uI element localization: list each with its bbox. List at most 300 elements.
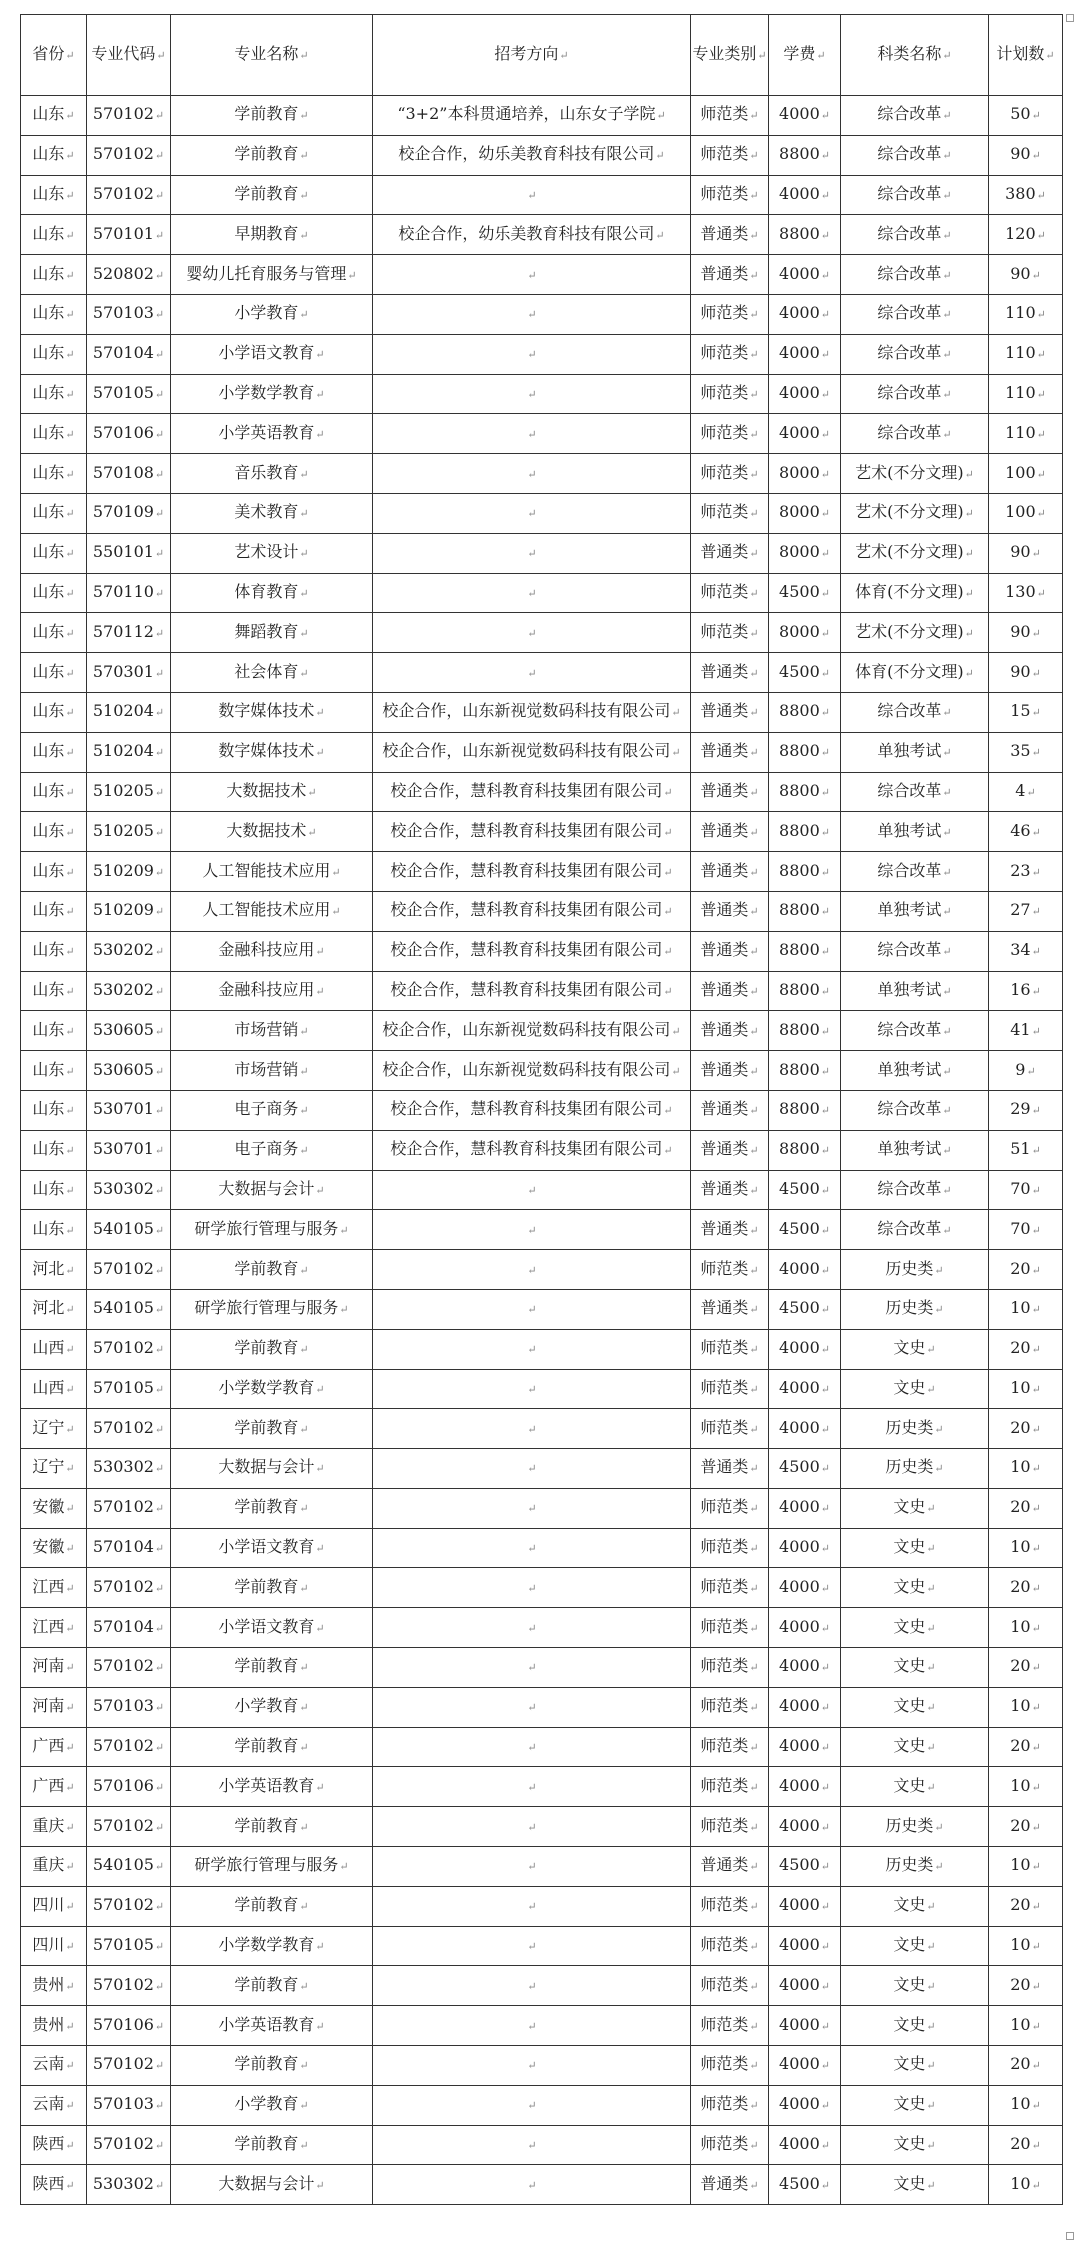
table-row bbox=[21, 1608, 1063, 1648]
cell-province: 河北↵ bbox=[21, 1250, 87, 1290]
cell-major-code: 510209↵ bbox=[87, 852, 171, 892]
cell-province: 河南↵ bbox=[21, 1648, 87, 1688]
table-row bbox=[21, 732, 1063, 772]
cell-direction: ↵ bbox=[373, 1926, 691, 1966]
cell-tuition: 4000↵ bbox=[769, 1886, 841, 1926]
table-row bbox=[21, 573, 1063, 613]
cell-plan-count: 10↵ bbox=[989, 1767, 1063, 1807]
cell-province: 山东↵ bbox=[21, 931, 87, 971]
cell-plan-count: 10↵ bbox=[989, 2165, 1063, 2205]
cell-plan-count: 15↵ bbox=[989, 692, 1063, 732]
header-row bbox=[21, 15, 1063, 96]
cell-province: 山东↵ bbox=[21, 1210, 87, 1250]
cell-tuition: 4000↵ bbox=[769, 1409, 841, 1449]
cell-major-code: 570112↵ bbox=[87, 613, 171, 653]
table-row bbox=[21, 1687, 1063, 1727]
cell-tuition: 4500↵ bbox=[769, 1170, 841, 1210]
cell-tuition: 4000↵ bbox=[769, 334, 841, 374]
cell-major-category: 师范类↵ bbox=[691, 2006, 769, 2046]
cell-tuition: 4000↵ bbox=[769, 1528, 841, 1568]
cell-major-category: 普通类↵ bbox=[691, 215, 769, 255]
cell-major-category: 师范类↵ bbox=[691, 96, 769, 136]
cell-major-code: 510204↵ bbox=[87, 692, 171, 732]
cell-major-code: 530605↵ bbox=[87, 1051, 171, 1091]
cell-major-category: 普通类↵ bbox=[691, 1170, 769, 1210]
cell-major-category: 师范类↵ bbox=[691, 1926, 769, 1966]
cell-subject-category: 综合改革↵ bbox=[841, 255, 989, 295]
cell-plan-count: 20↵ bbox=[989, 2125, 1063, 2165]
cell-province: 山东↵ bbox=[21, 692, 87, 732]
cell-major-category: 师范类↵ bbox=[691, 175, 769, 215]
table-row bbox=[21, 852, 1063, 892]
cell-plan-count: 51↵ bbox=[989, 1130, 1063, 1170]
cell-direction: ↵ bbox=[373, 454, 691, 494]
cell-plan-count: 20↵ bbox=[989, 1488, 1063, 1528]
cell-major-code: 570106↵ bbox=[87, 2006, 171, 2046]
cell-subject-category: 单独考试↵ bbox=[841, 1130, 989, 1170]
cell-major-category: 普通类↵ bbox=[691, 1210, 769, 1250]
cell-province: 山东↵ bbox=[21, 414, 87, 454]
cell-tuition: 4000↵ bbox=[769, 1807, 841, 1847]
cell-direction: 校企合作，慧科教育科技集团有限公司↵ bbox=[373, 971, 691, 1011]
cell-major-code: 570102↵ bbox=[87, 1727, 171, 1767]
table-row bbox=[21, 454, 1063, 494]
cell-province: 山东↵ bbox=[21, 454, 87, 494]
header-subject-category: 科类名称↵ bbox=[841, 15, 989, 96]
cell-subject-category: 综合改革↵ bbox=[841, 692, 989, 732]
table-row bbox=[21, 414, 1063, 454]
cell-subject-category: 综合改革↵ bbox=[841, 414, 989, 454]
cell-major-name: 市场营销↵ bbox=[171, 1011, 373, 1051]
cell-major-name: 学前教育↵ bbox=[171, 1807, 373, 1847]
table-row bbox=[21, 1051, 1063, 1091]
cell-major-name: 学前教育↵ bbox=[171, 1488, 373, 1528]
cell-tuition: 8800↵ bbox=[769, 1090, 841, 1130]
cell-subject-category: 单独考试↵ bbox=[841, 812, 989, 852]
cell-major-category: 师范类↵ bbox=[691, 493, 769, 533]
cell-province: 重庆↵ bbox=[21, 1807, 87, 1847]
cell-plan-count: 20↵ bbox=[989, 1409, 1063, 1449]
cell-direction: ↵ bbox=[373, 175, 691, 215]
cell-major-category: 普通类↵ bbox=[691, 852, 769, 892]
table-row bbox=[21, 1807, 1063, 1847]
cell-subject-category: 体育(不分文理)↵ bbox=[841, 573, 989, 613]
cell-province: 山东↵ bbox=[21, 334, 87, 374]
cell-major-name: 小学语文教育↵ bbox=[171, 1608, 373, 1648]
cell-major-name: 小学教育↵ bbox=[171, 2085, 373, 2125]
cell-tuition: 4000↵ bbox=[769, 1966, 841, 2006]
cell-major-name: 大数据技术↵ bbox=[171, 812, 373, 852]
cell-major-code: 510204↵ bbox=[87, 732, 171, 772]
cell-direction: ↵ bbox=[373, 1767, 691, 1807]
cell-major-code: 570102↵ bbox=[87, 2125, 171, 2165]
cell-major-code: 530302↵ bbox=[87, 2165, 171, 2205]
cell-major-code: 570106↵ bbox=[87, 1767, 171, 1807]
cell-plan-count: 380↵ bbox=[989, 175, 1063, 215]
cell-major-category: 普通类↵ bbox=[691, 772, 769, 812]
cell-tuition: 4000↵ bbox=[769, 1568, 841, 1608]
cell-direction: “3+2”本科贯通培养，山东女子学院↵ bbox=[373, 96, 691, 136]
table-row bbox=[21, 1090, 1063, 1130]
cell-subject-category: 单独考试↵ bbox=[841, 971, 989, 1011]
table-row bbox=[21, 96, 1063, 136]
cell-plan-count: 10↵ bbox=[989, 2006, 1063, 2046]
cell-subject-category: 文史↵ bbox=[841, 1608, 989, 1648]
cell-major-code: 570102↵ bbox=[87, 1488, 171, 1528]
cell-tuition: 4000↵ bbox=[769, 2046, 841, 2086]
cell-major-code: 530701↵ bbox=[87, 1090, 171, 1130]
cell-major-code: 570103↵ bbox=[87, 2085, 171, 2125]
table-row bbox=[21, 931, 1063, 971]
cell-province: 山东↵ bbox=[21, 1090, 87, 1130]
table-row bbox=[21, 1767, 1063, 1807]
cell-tuition: 4000↵ bbox=[769, 175, 841, 215]
cell-major-category: 师范类↵ bbox=[691, 1250, 769, 1290]
cell-subject-category: 综合改革↵ bbox=[841, 294, 989, 334]
cell-major-category: 师范类↵ bbox=[691, 1886, 769, 1926]
cell-tuition: 8000↵ bbox=[769, 613, 841, 653]
cell-subject-category: 综合改革↵ bbox=[841, 1011, 989, 1051]
table-row bbox=[21, 533, 1063, 573]
cell-plan-count: 20↵ bbox=[989, 1966, 1063, 2006]
cell-major-category: 普通类↵ bbox=[691, 732, 769, 772]
cell-tuition: 8800↵ bbox=[769, 772, 841, 812]
cell-direction: ↵ bbox=[373, 2006, 691, 2046]
cell-province: 山东↵ bbox=[21, 175, 87, 215]
cell-direction: 校企合作，山东新视觉数码科技有限公司↵ bbox=[373, 1051, 691, 1091]
cell-major-category: 师范类↵ bbox=[691, 613, 769, 653]
cell-major-name: 舞蹈教育↵ bbox=[171, 613, 373, 653]
cell-tuition: 4000↵ bbox=[769, 2085, 841, 2125]
cell-subject-category: 文史↵ bbox=[841, 1329, 989, 1369]
cell-direction: ↵ bbox=[373, 1648, 691, 1688]
cell-direction: ↵ bbox=[373, 1329, 691, 1369]
cell-province: 安徽↵ bbox=[21, 1488, 87, 1528]
table-row bbox=[21, 1847, 1063, 1887]
cell-direction: ↵ bbox=[373, 493, 691, 533]
cell-tuition: 8800↵ bbox=[769, 215, 841, 255]
cell-major-code: 570104↵ bbox=[87, 1608, 171, 1648]
cell-subject-category: 综合改革↵ bbox=[841, 334, 989, 374]
cell-major-code: 570301↵ bbox=[87, 653, 171, 693]
cell-subject-category: 文史↵ bbox=[841, 2125, 989, 2165]
cell-major-code: 520802↵ bbox=[87, 255, 171, 295]
cell-province: 山东↵ bbox=[21, 812, 87, 852]
cell-major-category: 师范类↵ bbox=[691, 1409, 769, 1449]
cell-tuition: 8800↵ bbox=[769, 1130, 841, 1170]
cell-plan-count: 110↵ bbox=[989, 334, 1063, 374]
table-row bbox=[21, 692, 1063, 732]
cell-plan-count: 70↵ bbox=[989, 1210, 1063, 1250]
cell-province: 四川↵ bbox=[21, 1886, 87, 1926]
cell-tuition: 4500↵ bbox=[769, 1847, 841, 1887]
cell-tuition: 8800↵ bbox=[769, 135, 841, 175]
cell-major-category: 师范类↵ bbox=[691, 1648, 769, 1688]
cell-major-code: 570102↵ bbox=[87, 96, 171, 136]
cell-subject-category: 文史↵ bbox=[841, 1767, 989, 1807]
cell-subject-category: 历史类↵ bbox=[841, 1289, 989, 1329]
cell-major-name: 学前教育↵ bbox=[171, 2046, 373, 2086]
cell-tuition: 4500↵ bbox=[769, 573, 841, 613]
cell-plan-count: 10↵ bbox=[989, 1449, 1063, 1489]
cell-direction: ↵ bbox=[373, 573, 691, 613]
cell-major-name: 学前教育↵ bbox=[171, 1886, 373, 1926]
table-row bbox=[21, 1966, 1063, 2006]
cell-subject-category: 文史↵ bbox=[841, 1687, 989, 1727]
cell-subject-category: 历史类↵ bbox=[841, 1409, 989, 1449]
cell-major-name: 人工智能技术应用↵ bbox=[171, 852, 373, 892]
cell-direction: 校企合作，幼乐美教育科技有限公司↵ bbox=[373, 215, 691, 255]
cell-province: 山东↵ bbox=[21, 573, 87, 613]
cell-major-name: 学前教育↵ bbox=[171, 96, 373, 136]
header-direction: 招考方向↵ bbox=[373, 15, 691, 96]
cell-tuition: 8000↵ bbox=[769, 493, 841, 533]
cell-subject-category: 综合改革↵ bbox=[841, 1090, 989, 1130]
cell-plan-count: 20↵ bbox=[989, 1807, 1063, 1847]
table-row bbox=[21, 772, 1063, 812]
cell-tuition: 4000↵ bbox=[769, 1369, 841, 1409]
cell-tuition: 8800↵ bbox=[769, 1011, 841, 1051]
cell-province: 广西↵ bbox=[21, 1767, 87, 1807]
table-row bbox=[21, 812, 1063, 852]
cell-major-code: 570102↵ bbox=[87, 1409, 171, 1449]
cell-direction: ↵ bbox=[373, 1608, 691, 1648]
cell-subject-category: 文史↵ bbox=[841, 2006, 989, 2046]
cell-province: 山西↵ bbox=[21, 1329, 87, 1369]
cell-province: 山东↵ bbox=[21, 96, 87, 136]
cell-major-code: 570102↵ bbox=[87, 1886, 171, 1926]
cell-major-category: 师范类↵ bbox=[691, 1608, 769, 1648]
cell-subject-category: 单独考试↵ bbox=[841, 1051, 989, 1091]
cell-plan-count: 23↵ bbox=[989, 852, 1063, 892]
cell-major-name: 大数据技术↵ bbox=[171, 772, 373, 812]
table-row bbox=[21, 215, 1063, 255]
cell-subject-category: 文史↵ bbox=[841, 1369, 989, 1409]
cell-major-category: 师范类↵ bbox=[691, 1329, 769, 1369]
cell-direction: ↵ bbox=[373, 414, 691, 454]
cell-major-code: 570110↵ bbox=[87, 573, 171, 613]
cell-province: 江西↵ bbox=[21, 1568, 87, 1608]
cell-major-code: 570104↵ bbox=[87, 1528, 171, 1568]
cell-subject-category: 艺术(不分文理)↵ bbox=[841, 533, 989, 573]
cell-major-category: 师范类↵ bbox=[691, 454, 769, 494]
cell-major-code: 510209↵ bbox=[87, 891, 171, 931]
cell-major-category: 普通类↵ bbox=[691, 1449, 769, 1489]
table-row bbox=[21, 971, 1063, 1011]
cell-direction: 校企合作，幼乐美教育科技有限公司↵ bbox=[373, 135, 691, 175]
cell-plan-count: 35↵ bbox=[989, 732, 1063, 772]
cell-province: 山东↵ bbox=[21, 135, 87, 175]
cell-major-category: 普通类↵ bbox=[691, 931, 769, 971]
cell-province: 山西↵ bbox=[21, 1369, 87, 1409]
cell-plan-count: 10↵ bbox=[989, 1847, 1063, 1887]
cell-major-code: 530605↵ bbox=[87, 1011, 171, 1051]
cell-direction: 校企合作，山东新视觉数码科技有限公司↵ bbox=[373, 1011, 691, 1051]
cell-plan-count: 20↵ bbox=[989, 1329, 1063, 1369]
cell-major-code: 570103↵ bbox=[87, 294, 171, 334]
cell-province: 贵州↵ bbox=[21, 2006, 87, 2046]
cell-plan-count: 110↵ bbox=[989, 374, 1063, 414]
cell-major-code: 570109↵ bbox=[87, 493, 171, 533]
cell-tuition: 4000↵ bbox=[769, 1250, 841, 1290]
cell-direction: ↵ bbox=[373, 2165, 691, 2205]
cell-plan-count: 10↵ bbox=[989, 2085, 1063, 2125]
cell-tuition: 4000↵ bbox=[769, 1648, 841, 1688]
cell-major-name: 学前教育↵ bbox=[171, 2125, 373, 2165]
cell-major-name: 学前教育↵ bbox=[171, 1648, 373, 1688]
table-row bbox=[21, 175, 1063, 215]
cell-direction: ↵ bbox=[373, 1488, 691, 1528]
cell-major-category: 师范类↵ bbox=[691, 2085, 769, 2125]
cell-major-category: 普通类↵ bbox=[691, 533, 769, 573]
header-major-category: 专业类别↵ bbox=[691, 15, 769, 96]
cell-major-name: 艺术设计↵ bbox=[171, 533, 373, 573]
cell-tuition: 4000↵ bbox=[769, 1488, 841, 1528]
header-major-name: 专业名称↵ bbox=[171, 15, 373, 96]
cell-plan-count: 16↵ bbox=[989, 971, 1063, 1011]
cell-tuition: 4000↵ bbox=[769, 1767, 841, 1807]
table-row bbox=[21, 1250, 1063, 1290]
cell-major-category: 师范类↵ bbox=[691, 1767, 769, 1807]
cell-tuition: 4000↵ bbox=[769, 414, 841, 454]
cell-plan-count: 34↵ bbox=[989, 931, 1063, 971]
table-row bbox=[21, 1568, 1063, 1608]
cell-plan-count: 120↵ bbox=[989, 215, 1063, 255]
cell-subject-category: 综合改革↵ bbox=[841, 772, 989, 812]
cell-major-category: 普通类↵ bbox=[691, 692, 769, 732]
table-row bbox=[21, 135, 1063, 175]
cell-major-category: 普通类↵ bbox=[691, 255, 769, 295]
cell-tuition: 4500↵ bbox=[769, 2165, 841, 2205]
cell-plan-count: 10↵ bbox=[989, 1528, 1063, 1568]
cell-major-name: 学前教育↵ bbox=[171, 135, 373, 175]
cell-major-name: 社会体育↵ bbox=[171, 653, 373, 693]
cell-major-name: 学前教育↵ bbox=[171, 175, 373, 215]
cell-major-code: 540105↵ bbox=[87, 1847, 171, 1887]
cell-direction: ↵ bbox=[373, 1886, 691, 1926]
cell-direction: ↵ bbox=[373, 374, 691, 414]
header-tuition: 学费↵ bbox=[769, 15, 841, 96]
cell-major-category: 师范类↵ bbox=[691, 2046, 769, 2086]
cell-plan-count: 100↵ bbox=[989, 454, 1063, 494]
cell-direction: ↵ bbox=[373, 1170, 691, 1210]
cell-direction: ↵ bbox=[373, 1449, 691, 1489]
cell-major-name: 学前教育↵ bbox=[171, 1568, 373, 1608]
table-row bbox=[21, 2006, 1063, 2046]
cell-tuition: 8000↵ bbox=[769, 454, 841, 494]
cell-province: 云南↵ bbox=[21, 2085, 87, 2125]
cell-tuition: 8800↵ bbox=[769, 1051, 841, 1091]
cell-major-category: 普通类↵ bbox=[691, 891, 769, 931]
cell-province: 云南↵ bbox=[21, 2046, 87, 2086]
cell-subject-category: 综合改革↵ bbox=[841, 1210, 989, 1250]
cell-major-category: 师范类↵ bbox=[691, 573, 769, 613]
cell-direction: ↵ bbox=[373, 1687, 691, 1727]
cell-major-category: 师范类↵ bbox=[691, 374, 769, 414]
cell-plan-count: 4↵ bbox=[989, 772, 1063, 812]
cell-major-code: 570102↵ bbox=[87, 135, 171, 175]
cell-major-name: 学前教育↵ bbox=[171, 1329, 373, 1369]
cell-subject-category: 历史类↵ bbox=[841, 1250, 989, 1290]
cell-major-category: 普通类↵ bbox=[691, 2165, 769, 2205]
cell-major-category: 普通类↵ bbox=[691, 971, 769, 1011]
cell-direction: ↵ bbox=[373, 1966, 691, 2006]
cell-major-name: 小学数学教育↵ bbox=[171, 374, 373, 414]
cell-major-name: 数字媒体技术↵ bbox=[171, 692, 373, 732]
cell-tuition: 4000↵ bbox=[769, 255, 841, 295]
cell-direction: ↵ bbox=[373, 1289, 691, 1329]
cell-tuition: 4000↵ bbox=[769, 1329, 841, 1369]
cell-plan-count: 10↵ bbox=[989, 1926, 1063, 1966]
cell-direction: 校企合作，慧科教育科技集团有限公司↵ bbox=[373, 1130, 691, 1170]
cell-subject-category: 艺术(不分文理)↵ bbox=[841, 493, 989, 533]
cell-subject-category: 综合改革↵ bbox=[841, 135, 989, 175]
cell-direction: 校企合作，慧科教育科技集团有限公司↵ bbox=[373, 812, 691, 852]
cell-plan-count: 90↵ bbox=[989, 533, 1063, 573]
cell-major-category: 师范类↵ bbox=[691, 414, 769, 454]
cell-subject-category: 文史↵ bbox=[841, 1648, 989, 1688]
cell-subject-category: 文史↵ bbox=[841, 1966, 989, 2006]
cell-direction: ↵ bbox=[373, 533, 691, 573]
cell-direction: ↵ bbox=[373, 653, 691, 693]
table-body bbox=[21, 96, 1063, 2205]
cell-major-name: 学前教育↵ bbox=[171, 1727, 373, 1767]
cell-direction: ↵ bbox=[373, 1568, 691, 1608]
cell-major-code: 540105↵ bbox=[87, 1210, 171, 1250]
table-row bbox=[21, 334, 1063, 374]
table-row bbox=[21, 1011, 1063, 1051]
cell-major-code: 530202↵ bbox=[87, 931, 171, 971]
table-row bbox=[21, 374, 1063, 414]
cell-major-name: 数字媒体技术↵ bbox=[171, 732, 373, 772]
cell-major-name: 小学教育↵ bbox=[171, 294, 373, 334]
cell-province: 辽宁↵ bbox=[21, 1409, 87, 1449]
cell-province: 广西↵ bbox=[21, 1727, 87, 1767]
cell-tuition: 8800↵ bbox=[769, 732, 841, 772]
cell-major-category: 普通类↵ bbox=[691, 653, 769, 693]
cell-province: 山东↵ bbox=[21, 255, 87, 295]
cell-major-code: 550101↵ bbox=[87, 533, 171, 573]
header-plan-count: 计划数↵ bbox=[989, 15, 1063, 96]
cell-plan-count: 110↵ bbox=[989, 294, 1063, 334]
cell-tuition: 8800↵ bbox=[769, 812, 841, 852]
table-row bbox=[21, 1210, 1063, 1250]
cell-major-name: 小学语文教育↵ bbox=[171, 334, 373, 374]
table-row bbox=[21, 1369, 1063, 1409]
table-row bbox=[21, 493, 1063, 533]
cell-direction: ↵ bbox=[373, 1528, 691, 1568]
cell-major-name: 小学数学教育↵ bbox=[171, 1369, 373, 1409]
cell-province: 四川↵ bbox=[21, 1926, 87, 1966]
cell-major-code: 570104↵ bbox=[87, 334, 171, 374]
cell-major-code: 570102↵ bbox=[87, 175, 171, 215]
cell-province: 河北↵ bbox=[21, 1289, 87, 1329]
cell-major-code: 570102↵ bbox=[87, 1648, 171, 1688]
cell-plan-count: 20↵ bbox=[989, 1886, 1063, 1926]
cell-major-code: 530302↵ bbox=[87, 1170, 171, 1210]
table-row bbox=[21, 294, 1063, 334]
cell-direction: ↵ bbox=[373, 1369, 691, 1409]
table-row bbox=[21, 2046, 1063, 2086]
cell-major-name: 大数据与会计↵ bbox=[171, 1170, 373, 1210]
cell-province: 山东↵ bbox=[21, 732, 87, 772]
cell-province: 陕西↵ bbox=[21, 2165, 87, 2205]
cell-subject-category: 综合改革↵ bbox=[841, 215, 989, 255]
cell-major-name: 小学英语教育↵ bbox=[171, 1767, 373, 1807]
cell-province: 山东↵ bbox=[21, 971, 87, 1011]
cell-province: 山东↵ bbox=[21, 653, 87, 693]
cell-major-category: 普通类↵ bbox=[691, 1847, 769, 1887]
